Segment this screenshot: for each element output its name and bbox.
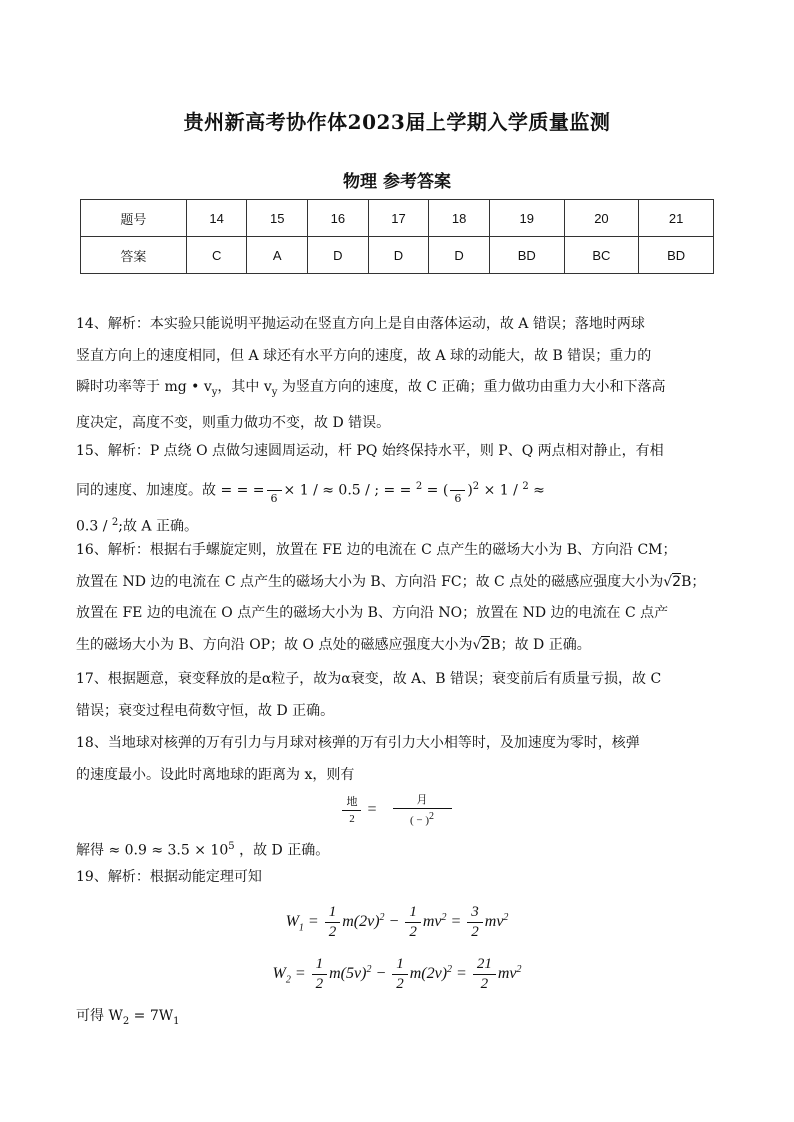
text-line: 竖直方向上的速度相同，但 A 球还有水平方向的速度，故 A 球的动能大，故 B 错误；重力的 [76, 347, 652, 364]
table-cell: D [308, 237, 369, 274]
text-line: 15、解析：P 点绕 O 点做匀速圆周运动，杆 PQ 始终保持水平，则 P、Q 两点相对静止，有相 [76, 443, 664, 459]
fraction-denominator: 2 [396, 976, 404, 992]
table-cell: BD [489, 237, 564, 274]
table-cell: 21 [639, 200, 714, 237]
text-line: 度决定，高度不变，则重力做功不变，故 D 错误。 [76, 415, 391, 432]
superscript: 2 [415, 480, 423, 492]
superscript: 2 [516, 963, 522, 975]
fraction [342, 794, 361, 827]
superscript: 2 [366, 963, 372, 975]
fraction-numerator: 1 [312, 955, 328, 975]
text-run: ，其中 v [217, 379, 272, 395]
fraction-numerator: 21 [473, 955, 496, 975]
fraction-numerator: 月 [393, 792, 452, 809]
page-subtitle: 物理 参考答案 [343, 172, 451, 192]
table-cell: 19 [489, 200, 564, 237]
text-run: ，故 D 正确。 [234, 842, 330, 859]
q19-equation-1: $W_1$ = $\frac{1}{2}$ $m(2v)^2$ − $\frac{1}{2}$ $mv^2$ = $\frac{3}{2}$ $mv^2$ [285, 904, 509, 940]
q17-explanation [76, 664, 720, 727]
q15-explanation [76, 436, 720, 541]
text-run: = ( [422, 482, 449, 499]
text-line [76, 567, 720, 599]
table-header-label: 题号 [81, 200, 187, 237]
fraction-denominator: 6 [270, 491, 278, 505]
text-run: 为竖直方向的速度，故 C 正确；重力做功由重力大小和下落高 [277, 379, 666, 395]
table-cell: BD [639, 237, 714, 274]
table-cell: C [186, 237, 247, 274]
text-line [76, 468, 720, 510]
superscript: 2 [111, 517, 119, 529]
subscript: 1 [173, 1015, 180, 1027]
text-run: 可得 W [76, 1008, 123, 1024]
q18-equation [0, 792, 794, 829]
text-run: 放置在 ND 边的电流在 C 点产生的磁场大小为 B、方向沿 FC；故 C 点处的磁感应强度大小为 [76, 573, 664, 590]
text-run: W [285, 913, 299, 931]
text-line: 错误；衰变过程电荷数守恒，故 D 正确。 [76, 702, 335, 719]
text-line [76, 630, 720, 662]
q19-conclusion [76, 1001, 720, 1037]
sqrt-radicand: 2 [672, 573, 682, 590]
superscript: 2 [429, 811, 435, 822]
q18-explanation [76, 728, 720, 791]
text-run: 解得 ≈ 0.9 ≈ 3.5 × 10 [76, 842, 229, 859]
text-run: m(2v) [409, 965, 448, 983]
fraction [312, 955, 328, 994]
superscript: 2 [447, 963, 453, 975]
fraction-numerator: 3 [467, 903, 483, 923]
sqrt-radicand: 2 [481, 636, 491, 653]
text-run: m(2v) [342, 913, 380, 931]
text-run: ;故 A 正确。 [118, 518, 198, 535]
subscript: y [271, 386, 278, 398]
fraction [393, 792, 452, 829]
text-run: ) [467, 482, 473, 499]
fraction [325, 903, 341, 942]
q19-explanation [76, 862, 720, 894]
page-title: 贵州新高考协作体2023届上学期入学质量监测 [183, 110, 611, 134]
q16-explanation [76, 535, 720, 661]
text-run: W [272, 965, 286, 983]
q19-equation-2: $W_2$ = $\frac{1}{2}$ $m(5v)^2$ − $\frac{1}{2}$ $m(2v)^2$ = $\frac{21}{2}$ $mv^2$ [272, 956, 522, 992]
table-cell: 16 [308, 200, 369, 237]
fraction-denominator: 2 [471, 924, 479, 940]
superscript: 2 [522, 480, 529, 492]
subscript: 2 [122, 1015, 130, 1027]
fraction [267, 474, 282, 507]
text-line [76, 1001, 720, 1037]
text-run: ≈ [528, 482, 545, 499]
fraction-numerator [267, 474, 282, 491]
q14-explanation [76, 309, 720, 440]
table-cell: 17 [368, 200, 429, 237]
subscript: y [211, 386, 218, 398]
equals-sign: = [367, 801, 377, 818]
superscript: 5 [228, 841, 235, 852]
text-run: 0.3 / [76, 518, 112, 535]
superscript: 2 [472, 480, 480, 492]
text-run: m(5v) [329, 965, 367, 983]
table-cell: D [368, 237, 429, 274]
fraction-denominator: 2 [315, 976, 324, 992]
fraction-denominator: 2 [480, 976, 489, 992]
fraction-numerator [450, 474, 465, 491]
table-row-numbers [81, 200, 714, 237]
fraction-denominator: 2 [409, 924, 417, 940]
fraction-numerator: 地 [342, 794, 361, 811]
text-run: = 7W [129, 1008, 174, 1024]
subscript: 2 [285, 974, 291, 986]
sqrt-symbol: √2 [663, 573, 682, 590]
table-cell: 14 [186, 200, 247, 237]
text-run: 同的速度、加速度。故 = = = [76, 482, 265, 499]
table-cell: 15 [247, 200, 308, 237]
text-line: 17、根据题意，衰变释放的是α粒子，故为α衰变，故 A、B 错误；衰变前后有质量亏损，故 C [76, 671, 662, 687]
text-run: B；故 D 正确。 [490, 636, 591, 653]
text-run: mv [422, 913, 442, 931]
text-line [76, 372, 720, 408]
text-line: 19、解析：根据动能定理可知 [76, 869, 262, 885]
minus-sign: − [388, 913, 400, 931]
fraction [405, 903, 421, 942]
table-cell: D [429, 237, 490, 274]
minus-sign: − [375, 965, 387, 983]
sqrt-symbol: √2 [472, 636, 491, 653]
fraction [473, 955, 496, 994]
superscript: 2 [379, 911, 385, 923]
fraction-denominator [393, 809, 452, 829]
table-cell: 20 [564, 200, 639, 237]
fraction-numerator: 1 [392, 955, 408, 975]
fraction-denominator: 2 [349, 812, 355, 825]
table-cell: A [247, 237, 308, 274]
equals-sign: = [450, 913, 462, 931]
table-answer-label: 答案 [81, 237, 187, 274]
superscript: 2 [441, 911, 447, 923]
text-run: mv [484, 913, 504, 931]
fraction [467, 903, 483, 942]
text-run: 瞬时功率等于 mg • v [76, 379, 212, 395]
fraction-denominator: 2 [328, 924, 337, 940]
text-run: × 1 / [479, 482, 523, 499]
fraction-denominator: 6 [454, 491, 462, 505]
fraction-numerator: 1 [405, 903, 421, 923]
text-run: 生的磁场大小为 B、方向沿 OP；故 O 点处的磁感应强度大小为 [76, 636, 473, 653]
text-run: ( − ) [410, 814, 430, 827]
text-line: 16、解析：根据右手螺旋定则，放置在 FE 边的电流在 C 点产生的磁场大小为 B、方向沿 CM； [76, 542, 677, 558]
table-cell: BC [564, 237, 639, 274]
text-line: 14、解析：本实验只能说明平抛运动在竖直方向上是自由落体运动，故 A 错误；落地时两球 [76, 316, 645, 332]
text-line: 放置在 FE 边的电流在 O 点产生的磁场大小为 B、方向沿 NO；放置在 ND 边的电流在 C 点产 [76, 605, 669, 621]
text-run: mv [497, 965, 517, 983]
fraction [392, 955, 408, 994]
table-cell: 18 [429, 200, 490, 237]
table-row-answers [81, 237, 714, 274]
equals-sign: = [456, 965, 467, 983]
answer-table [80, 199, 714, 274]
fraction-numerator: 1 [325, 903, 341, 923]
text-run: × 1 / ≈ 0.5 / ; = = [283, 482, 416, 499]
superscript: 2 [503, 911, 509, 923]
text-line: 18、当地球对核弹的万有引力与月球对核弹的万有引力大小相等时，及加速度为零时，核弹 [76, 735, 640, 751]
text-run: B； [681, 573, 706, 590]
subscript: 1 [298, 922, 304, 934]
text-line: 的速度最小。设此时离地球的距离为 x，则有 [76, 766, 355, 783]
fraction [450, 474, 465, 507]
